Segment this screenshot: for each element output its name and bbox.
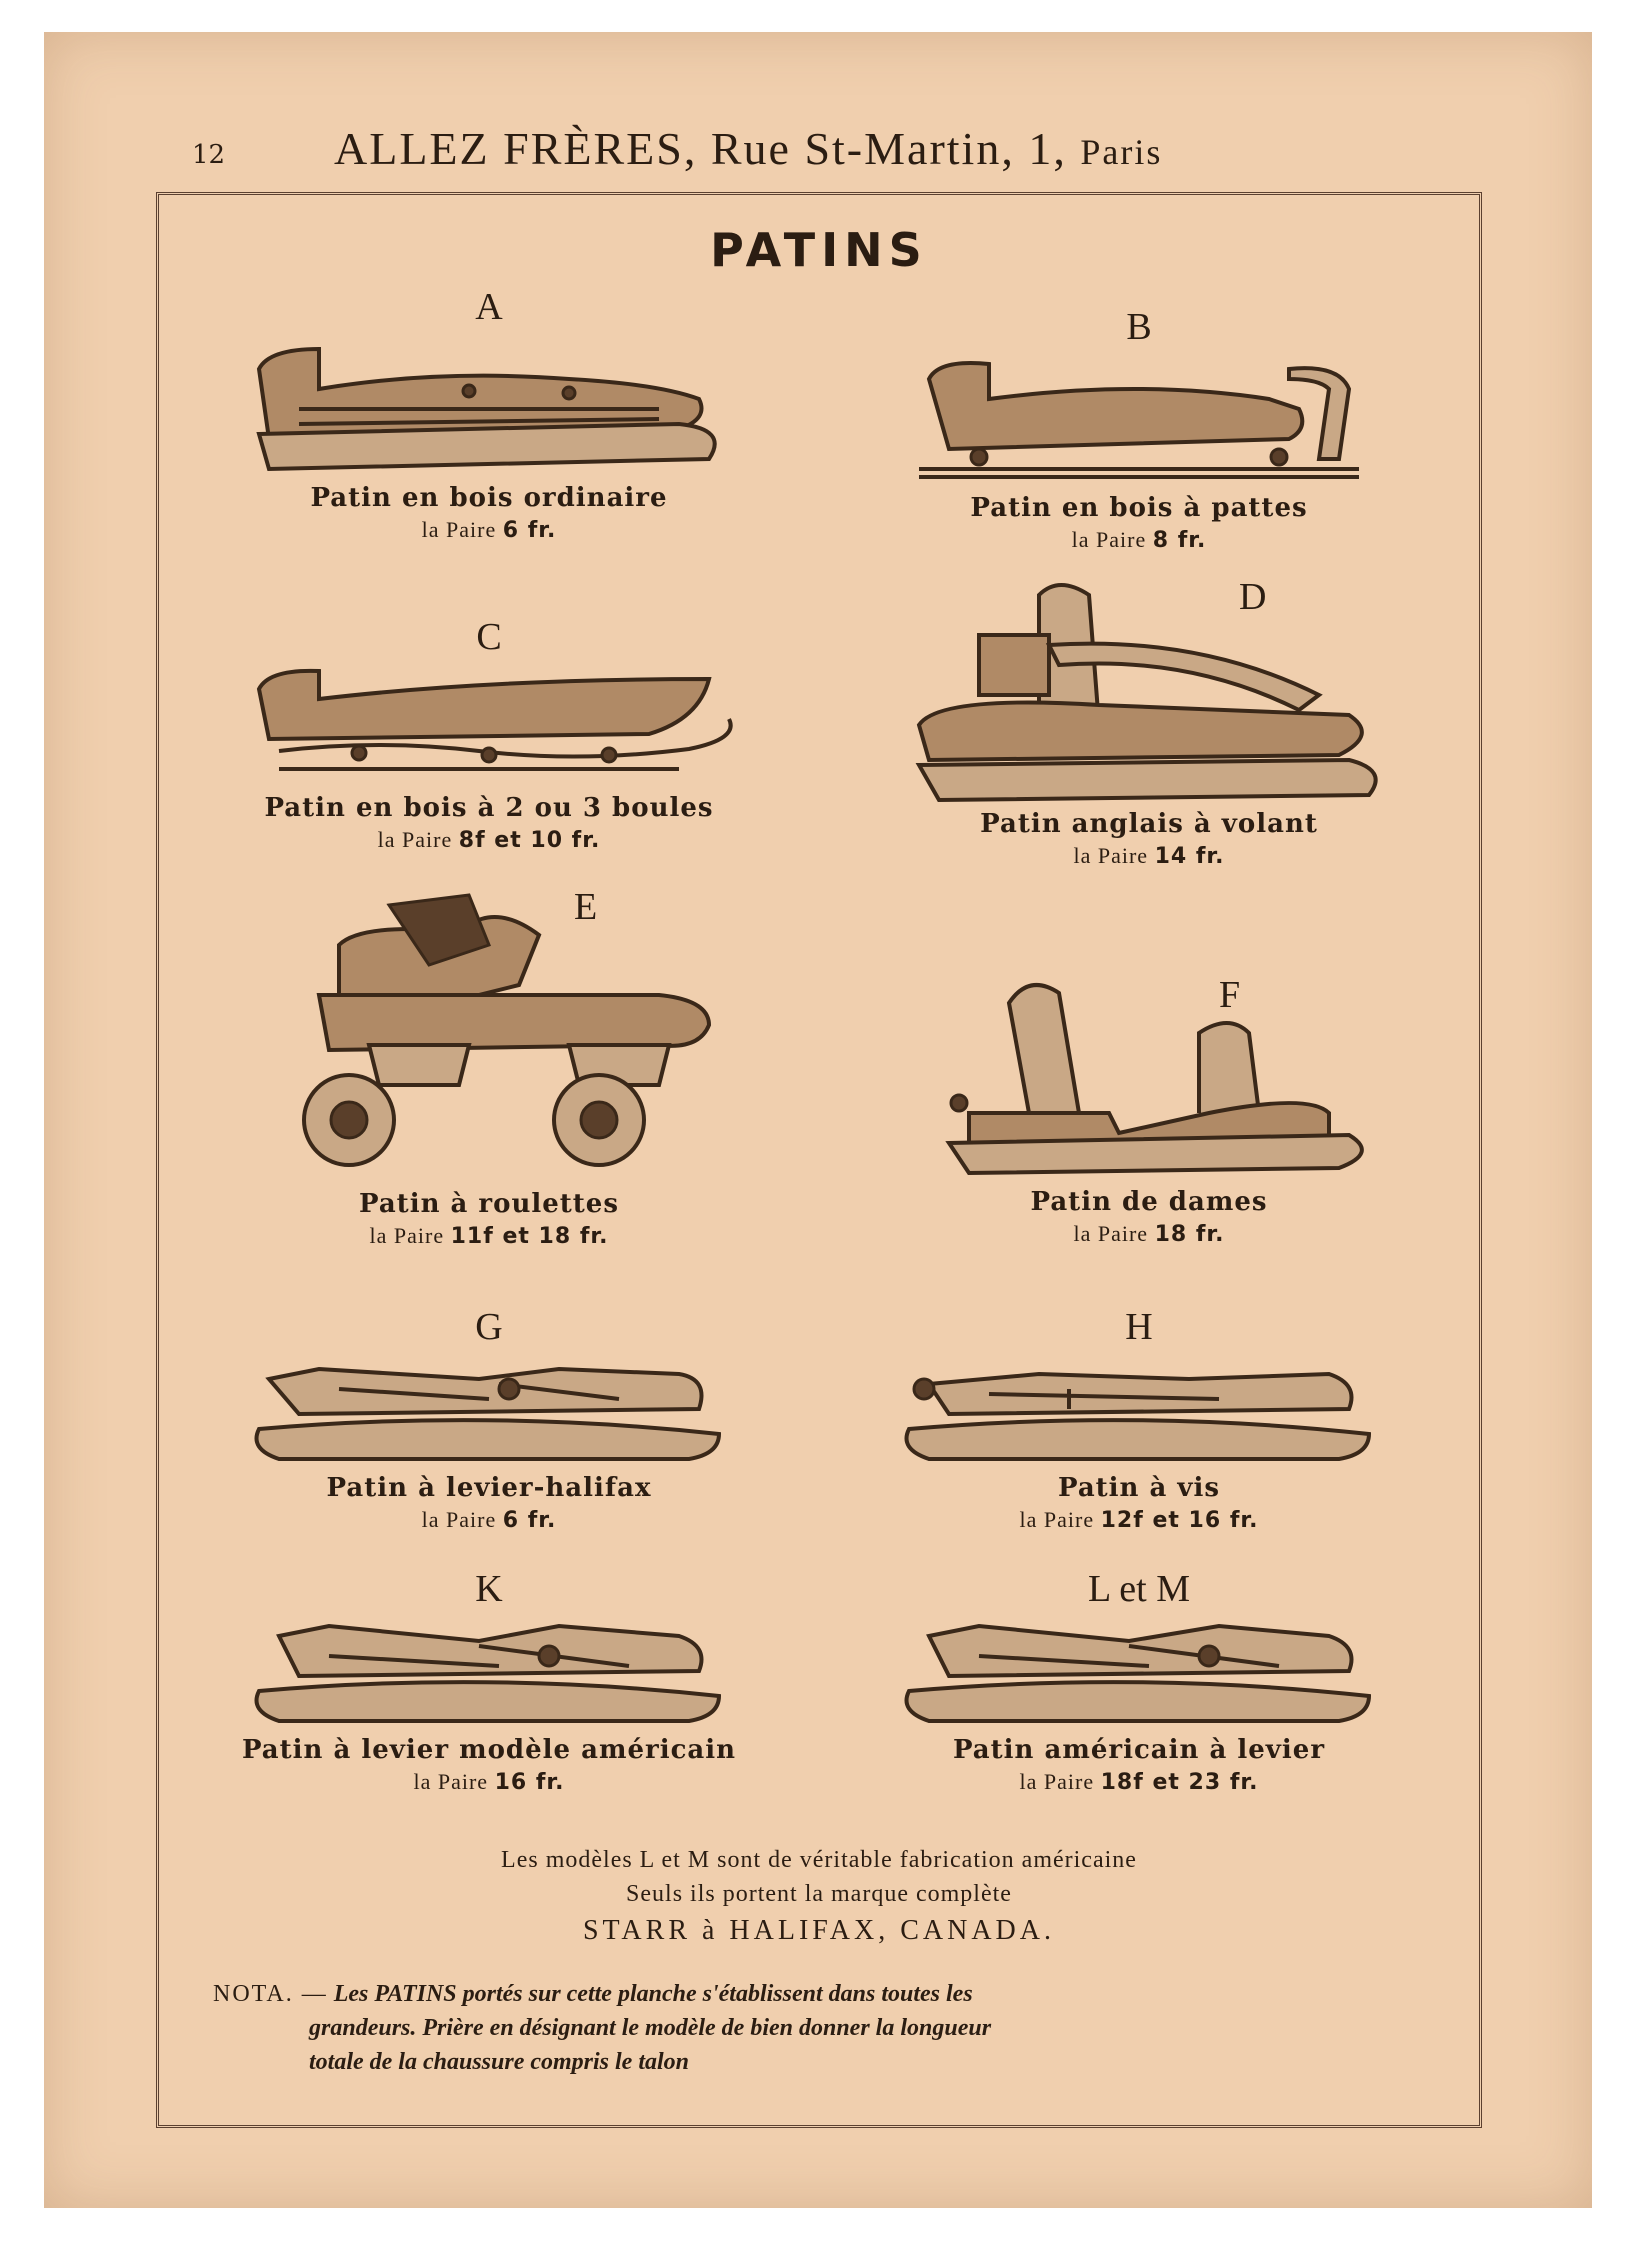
item-price (839, 527, 1439, 553)
price-prefix: la Paire (369, 1223, 445, 1248)
item-name: Patin à levier modèle américain (241, 1735, 737, 1765)
item-name: Patin à vis (1057, 1473, 1221, 1503)
item-letter: K (475, 1568, 503, 1610)
item-price (189, 827, 789, 853)
price-prefix: la Paire (1019, 1507, 1095, 1532)
item-letter: A (475, 286, 503, 328)
item-b (839, 305, 1439, 553)
firm-name: ALLEZ FRÈRES, (334, 123, 698, 174)
item-e (189, 885, 789, 1249)
page-number: 12 (192, 140, 226, 170)
nota-line-1: Les PATINS portés sur cette planche s'établissent dans toutes les (333, 1981, 973, 2007)
price-value: 16 fr. (494, 1770, 565, 1795)
item-letter: F (1219, 974, 1241, 1016)
plate-frame (156, 192, 1482, 2128)
street-address: Rue St-Martin, 1, (710, 123, 1067, 174)
item-d (849, 575, 1449, 869)
lever-skate-icon (239, 1349, 739, 1469)
item-c (189, 615, 789, 853)
item-name: Patin à roulettes (358, 1189, 619, 1219)
item-letter: B (1126, 306, 1152, 348)
item-name: Patin américain à levier (952, 1735, 1326, 1765)
american-skate-lever-icon (889, 1611, 1389, 1731)
price-prefix: la Paire (1019, 1769, 1095, 1794)
wooden-skate-icon (239, 329, 739, 479)
price-value: 8f et 10 fr. (458, 828, 601, 853)
item-h (839, 1305, 1439, 1533)
price-prefix: la Paire (1073, 1221, 1149, 1246)
item-price (839, 1769, 1439, 1795)
nota-lead: NOTA. — (213, 1981, 328, 2007)
item-letter: L et M (1087, 1568, 1190, 1610)
price-value: 18f et 23 fr. (1100, 1770, 1259, 1795)
wooden-skate-curled-blade-icon (229, 659, 749, 789)
item-name: Patin en bois à pattes (970, 493, 1308, 523)
item-name: Patin à levier-halifax (326, 1473, 652, 1503)
price-value: 12f et 16 fr. (1100, 1508, 1259, 1533)
item-name: Patin anglais à volant (980, 809, 1318, 839)
item-letter: G (475, 1306, 503, 1348)
item-l-et-m (839, 1567, 1439, 1795)
item-price (189, 1507, 789, 1533)
item-price (189, 1223, 789, 1249)
price-prefix: la Paire (421, 1507, 497, 1532)
nota-line-3: totale de la chaussure compris le talon (309, 2049, 690, 2075)
item-k (189, 1567, 789, 1795)
price-value: 8 fr. (1152, 528, 1207, 553)
plate-title: PATINS (710, 223, 928, 277)
running-head (44, 102, 1592, 174)
item-letter: C (476, 616, 502, 658)
item-g (189, 1305, 789, 1533)
item-letter: H (1125, 1306, 1153, 1348)
english-skate-icon (899, 575, 1399, 805)
price-value: 18 fr. (1154, 1222, 1225, 1247)
nota-line-2: grandeurs. Prière en désignant le modèle de bien donner la longueur (309, 2015, 992, 2041)
item-letter: D (1239, 576, 1267, 618)
item-name: Patin en bois à 2 ou 3 boules (264, 793, 714, 823)
price-value: 6 fr. (502, 1508, 557, 1533)
running-title (334, 122, 1162, 175)
item-price (189, 1769, 789, 1795)
price-prefix: la Paire (1073, 843, 1149, 868)
brand-notes (159, 1843, 1479, 1951)
price-prefix: la Paire (1071, 527, 1147, 552)
item-price (849, 1221, 1449, 1247)
nota-paragraph (213, 1977, 1433, 2079)
item-price (849, 843, 1449, 869)
catalog-page (44, 32, 1592, 2208)
price-prefix: la Paire (413, 1769, 489, 1794)
item-price (839, 1507, 1439, 1533)
notes-line-1: Les modèles L et M sont de véritable fabrication américaine (501, 1847, 1137, 1873)
item-f (849, 963, 1449, 1247)
notes-line-3: STARR à HALIFAX, CANADA. (582, 1915, 1056, 1946)
price-value: 11f et 18 fr. (450, 1224, 609, 1249)
price-prefix: la Paire (421, 517, 497, 542)
item-name: Patin de dames (1030, 1187, 1268, 1217)
american-lever-skate-icon (239, 1611, 739, 1731)
notes-line-2: Seuls ils portent la marque complète (626, 1881, 1012, 1907)
price-value: 6 fr. (502, 518, 557, 543)
item-a (189, 285, 789, 543)
price-value: 14 fr. (1154, 844, 1225, 869)
item-price (189, 517, 789, 543)
item-letter: E (574, 886, 598, 928)
city-name: Paris (1080, 132, 1163, 172)
screw-skate-icon (889, 1349, 1389, 1469)
price-prefix: la Paire (377, 827, 453, 852)
roller-skate-icon (239, 885, 739, 1185)
wooden-skate-with-straps-icon (889, 349, 1389, 489)
ladies-skate-icon (909, 963, 1389, 1183)
item-name: Patin en bois ordinaire (310, 483, 668, 513)
